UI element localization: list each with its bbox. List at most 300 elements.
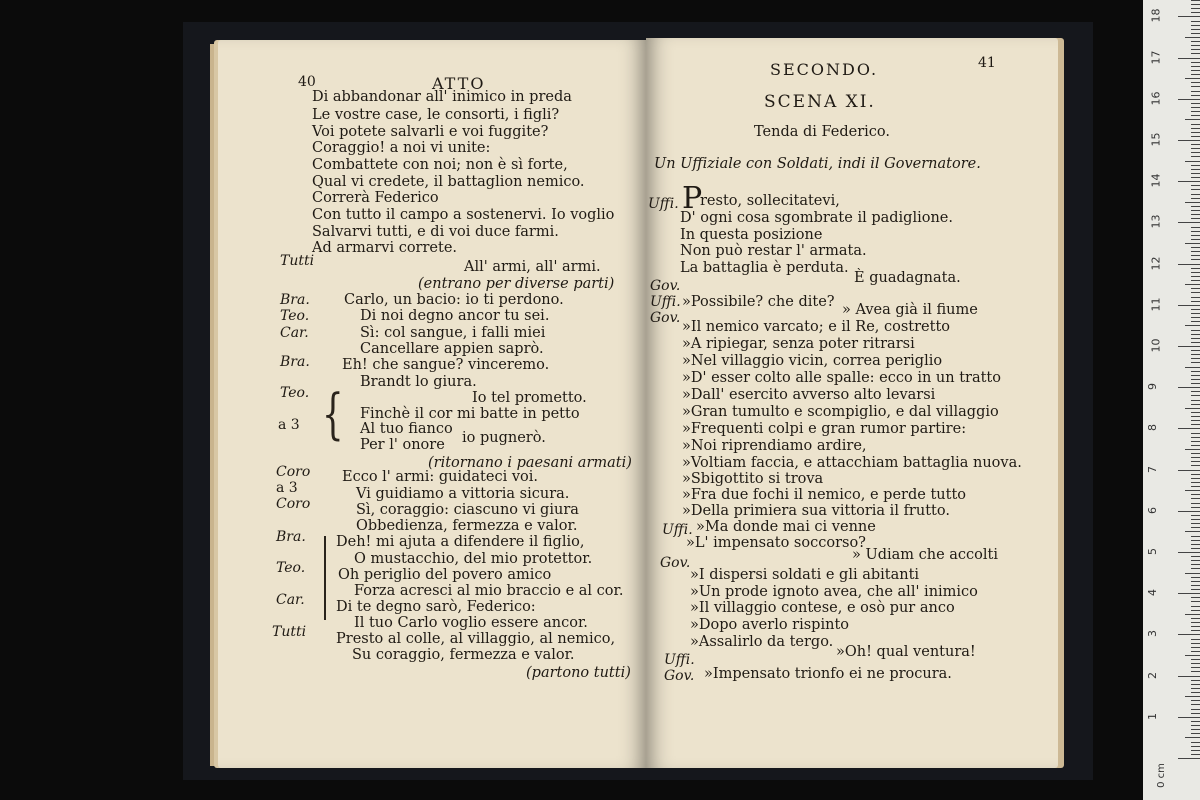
- ruler-tick: [1178, 717, 1200, 718]
- ruler-tick: [1191, 585, 1200, 586]
- text-line: »Gran tumulto e scompiglio, e dal villaggio: [682, 404, 999, 420]
- text-line: Combattete con noi; non è sì forte,: [312, 157, 568, 173]
- text-line: Ad armarvi correte.: [312, 240, 458, 256]
- text-line: »Il nemico varcato; e il Re, costretto: [682, 319, 951, 335]
- ruler-tick: [1178, 222, 1200, 223]
- speaker-label: Coro: [276, 496, 311, 512]
- ruler-tick: [1178, 305, 1200, 306]
- ruler-tick: [1191, 259, 1200, 260]
- ruler-tick: [1185, 243, 1200, 244]
- speaker-label: Gov.: [650, 278, 681, 294]
- ruler-tick: [1191, 601, 1200, 602]
- ruler-tick: [1178, 676, 1200, 677]
- drop-cap: P: [682, 181, 703, 216]
- right-page: [646, 38, 1058, 768]
- ruler-tick: [1185, 696, 1200, 697]
- ruler-tick: [1191, 115, 1200, 116]
- ruler-tick: [1185, 325, 1200, 326]
- ruler-tick: [1178, 511, 1200, 512]
- ruler-tick: [1191, 53, 1200, 54]
- text-line: Di abbandonar all' inimico in preda: [312, 89, 572, 105]
- ruler-tick: [1191, 49, 1200, 50]
- text-line: Carlo, un bacio: io ti perdono.: [344, 292, 564, 308]
- ruler-tick: [1185, 490, 1200, 491]
- ruler-tick: [1191, 515, 1200, 516]
- speaker-label: Coro: [276, 464, 311, 480]
- ruler-tick: [1191, 400, 1200, 401]
- ruler-tick: [1191, 342, 1200, 343]
- ruler-tick: [1178, 16, 1200, 17]
- ruler-tick: [1178, 758, 1200, 759]
- ruler-tick: [1191, 527, 1200, 528]
- text-line: Obbedienza, fermezza e valor.: [356, 518, 578, 534]
- ruler-tick: [1185, 655, 1200, 656]
- left-page: [218, 40, 646, 768]
- ruler-tick: [1191, 280, 1200, 281]
- speaker-label: Car.: [280, 325, 309, 341]
- ruler-tick: [1191, 742, 1200, 743]
- speaker-label: Uffi.: [662, 522, 693, 538]
- ruler-tick: [1191, 317, 1200, 318]
- ruler-tick: [1191, 437, 1200, 438]
- ruler-tick: [1191, 453, 1200, 454]
- ruler-tick: [1191, 647, 1200, 648]
- ruler-tick: [1185, 119, 1200, 120]
- text-line: Le vostre case, le consorti, i figli?: [312, 107, 560, 123]
- ruler-tick: [1191, 12, 1200, 13]
- ruler-tick: [1191, 173, 1200, 174]
- text-line: »A ripiegar, senza poter ritrarsi: [682, 336, 915, 352]
- speaker-label: Tutti: [280, 253, 315, 269]
- ruler-tick: [1191, 218, 1200, 219]
- stage-direction: (partono tutti): [526, 665, 631, 681]
- ruler-tick: [1191, 671, 1200, 672]
- ruler-tick: [1191, 643, 1200, 644]
- ruler-tick: [1191, 433, 1200, 434]
- ruler-tick: [1191, 103, 1200, 104]
- ruler-tick: [1191, 420, 1200, 421]
- ruler-tick: [1191, 268, 1200, 269]
- ruler-tick: [1191, 725, 1200, 726]
- ruler-number: 14: [1149, 173, 1163, 188]
- speaker-label: Gov.: [650, 310, 681, 326]
- ruler-tick: [1191, 321, 1200, 322]
- ruler-tick: [1191, 8, 1200, 9]
- ruler-number: 4: [1146, 589, 1159, 597]
- ruler-tick: [1191, 577, 1200, 578]
- ruler-tick: [1185, 449, 1200, 450]
- ruler-number: 16: [1149, 91, 1163, 106]
- ruler-tick: [1191, 124, 1200, 125]
- ruler-tick: [1191, 564, 1200, 565]
- ruler-number: 1: [1146, 712, 1159, 720]
- ruler-tick: [1191, 746, 1200, 747]
- ruler-tick: [1191, 441, 1200, 442]
- text-line: Di te degno sarò, Federico:: [336, 599, 536, 615]
- ruler-tick: [1191, 568, 1200, 569]
- ruler-tick: [1191, 704, 1200, 705]
- ruler-tick: [1191, 589, 1200, 590]
- ruler-tick: [1191, 144, 1200, 145]
- ruler-tick: [1191, 713, 1200, 714]
- text-line: »Il villaggio contese, e osò pur anco: [690, 600, 955, 616]
- ruler-tick: [1191, 416, 1200, 417]
- ruler-tick: [1191, 379, 1200, 380]
- text-line: resto, sollecitatevi,: [700, 193, 840, 209]
- ruler-tick: [1178, 181, 1200, 182]
- text-line: » Udiam che accolti: [852, 547, 998, 563]
- ruler-tick: [1191, 41, 1200, 42]
- ruler-tick: [1191, 95, 1200, 96]
- ruler-tick: [1191, 272, 1200, 273]
- ruler-tick: [1191, 622, 1200, 623]
- ruler-tick: [1191, 132, 1200, 133]
- ruler-tick: [1185, 531, 1200, 532]
- text-line: » Avea già il fiume: [842, 302, 978, 318]
- text-line: Con tutto il campo a sostenervi. Io voglio: [312, 207, 615, 223]
- page-number: 40: [298, 74, 316, 90]
- text-line: Correrà Federico: [312, 190, 439, 206]
- text-line: È guadagnata.: [854, 270, 961, 286]
- ruler-tick: [1178, 58, 1200, 59]
- ruler-number: 17: [1149, 50, 1163, 65]
- ruler-tick: [1191, 136, 1200, 137]
- text-line: Il tuo Carlo voglio essere ancor.: [354, 615, 588, 631]
- text-line: »Possibile? che dite?: [682, 294, 835, 310]
- scene-setting: Tenda di Federico.: [754, 124, 891, 140]
- ruler-tick: [1191, 33, 1200, 34]
- ruler-tick: [1185, 408, 1200, 409]
- ruler-tick: [1191, 251, 1200, 252]
- ruler-tick: [1191, 214, 1200, 215]
- text-line: Vi guidiamo a vittoria sicura.: [356, 486, 570, 502]
- ruler-tick: [1185, 202, 1200, 203]
- ruler-tick: [1191, 86, 1200, 87]
- ruler-tick: [1178, 140, 1200, 141]
- speaker-label: Uffi.: [650, 294, 681, 310]
- ruler-tick: [1191, 350, 1200, 351]
- ruler-tick: [1191, 111, 1200, 112]
- speaker-label: a 3: [278, 417, 300, 433]
- speaker-label: Bra.: [276, 529, 306, 545]
- text-line: Per l' onore: [360, 437, 445, 453]
- ruler-tick: [1191, 25, 1200, 26]
- ruler-tick: [1191, 169, 1200, 170]
- ruler-tick: [1191, 239, 1200, 240]
- text-line: Ecco l' armi: guidateci voi.: [342, 469, 538, 485]
- brace-glyph: {: [322, 383, 344, 447]
- ruler-tick: [1191, 581, 1200, 582]
- text-line: »Nel villaggio vicin, correa periglio: [682, 353, 943, 369]
- page-header: ATTO: [432, 74, 486, 93]
- text-line: All' armi, all' armi.: [464, 259, 601, 275]
- ruler-tick: [1191, 680, 1200, 681]
- speaker-label: Teo.: [276, 560, 306, 576]
- ruler-tick: [1191, 651, 1200, 652]
- speaker-label: Gov.: [664, 668, 695, 684]
- text-line: »Ma donde mai ci venne: [696, 519, 876, 535]
- ruler-tick: [1191, 330, 1200, 331]
- ruler-tick: [1191, 354, 1200, 355]
- speaker-label: Car.: [276, 592, 305, 608]
- ruler-tick: [1191, 235, 1200, 236]
- text-line: Presto al colle, al villaggio, al nemico,: [336, 631, 616, 647]
- ruler-tick: [1191, 227, 1200, 228]
- ruler-tick: [1191, 194, 1200, 195]
- ruler-tick: [1191, 606, 1200, 607]
- text-line: Io tel prometto.: [472, 390, 587, 406]
- speaker-label: a 3: [276, 480, 298, 496]
- ruler-tick: [1191, 750, 1200, 751]
- text-line: »Impensato trionfo ei ne procura.: [704, 666, 952, 682]
- text-line: »Dopo averlo rispinto: [690, 617, 849, 633]
- ruler-tick: [1191, 338, 1200, 339]
- ruler-tick: [1191, 301, 1200, 302]
- text-line: Salvarvi tutti, e di voi duce farmi.: [312, 224, 559, 240]
- text-line: »Sbigottito si trova: [682, 471, 824, 487]
- ruler-tick: [1191, 375, 1200, 376]
- ruler-tick: [1191, 667, 1200, 668]
- text-line: Eh! che sangue? vinceremo.: [342, 357, 550, 373]
- text-line: Voi potete salvarli e voi fuggite?: [312, 124, 549, 140]
- ruler-tick: [1191, 297, 1200, 298]
- ruler-tick: [1191, 74, 1200, 75]
- speaker-label: Teo.: [280, 385, 310, 401]
- ruler-tick: [1178, 552, 1200, 553]
- ruler-tick: [1191, 165, 1200, 166]
- ruler-tick: [1191, 474, 1200, 475]
- speaker-label: Bra.: [280, 292, 310, 308]
- ruler-tick: [1191, 288, 1200, 289]
- ruler-tick: [1191, 709, 1200, 710]
- ruler-tick: [1191, 692, 1200, 693]
- ruler-tick: [1191, 461, 1200, 462]
- ruler-tick: [1191, 688, 1200, 689]
- ruler-tick: [1191, 362, 1200, 363]
- ruler-number: 10: [1149, 338, 1163, 353]
- stage-direction: (entrano per diverse parti): [418, 276, 615, 292]
- ruler-tick: [1191, 82, 1200, 83]
- ruler-tick: [1191, 498, 1200, 499]
- text-line: »Della primiera sua vittoria il frutto.: [682, 503, 950, 519]
- ruler-tick: [1191, 721, 1200, 722]
- ruler-tick: [1191, 754, 1200, 755]
- ruler-tick: [1191, 700, 1200, 701]
- speaker-label: Uffi.: [664, 652, 695, 668]
- ruler-tick: [1185, 737, 1200, 738]
- text-line: In questa posizione: [680, 227, 823, 243]
- ruler-tick: [1191, 395, 1200, 396]
- text-line: Qual vi credete, il battaglion nemico.: [312, 174, 585, 190]
- text-line: »I dispersi soldati e gli abitanti: [690, 567, 920, 583]
- ruler-tick: [1178, 470, 1200, 471]
- ruler-tick: [1191, 358, 1200, 359]
- ruler-tick: [1178, 428, 1200, 429]
- ruler-tick: [1191, 185, 1200, 186]
- ruler-number: 13: [1149, 214, 1163, 229]
- ruler-tick: [1191, 148, 1200, 149]
- text-line: Sì: col sangue, i falli miei: [360, 325, 546, 341]
- ruler-tick: [1191, 445, 1200, 446]
- ruler-number: 5: [1146, 548, 1159, 555]
- text-line: »Frequenti colpi e gran rumor partire:: [682, 421, 967, 437]
- ruler-tick: [1185, 37, 1200, 38]
- ruler-tick: [1185, 284, 1200, 285]
- ruler-number: 18: [1149, 8, 1163, 23]
- ruler-tick: [1191, 626, 1200, 627]
- ruler-tick: [1191, 21, 1200, 22]
- ruler-tick: [1191, 309, 1200, 310]
- ruler-tick: [1191, 412, 1200, 413]
- page-header: SECONDO.: [770, 60, 879, 79]
- text-line: La battaglia è perduta.: [680, 260, 849, 276]
- text-line: »Voltiam faccia, e attacchiam battaglia nuova.: [682, 455, 1022, 471]
- ruler-tick: [1178, 634, 1200, 635]
- text-line: »Assalirlo da tergo.: [690, 634, 834, 650]
- ruler-number: 15: [1149, 132, 1163, 147]
- ruler-tick: [1185, 367, 1200, 368]
- ruler-tick: [1191, 334, 1200, 335]
- speaker-label: Gov.: [660, 555, 691, 571]
- text-line: »Fra due fochi il nemico, e perde tutto: [682, 487, 966, 503]
- speaker-label: Teo.: [280, 308, 310, 324]
- stage-direction: (ritornano i paesani armati): [428, 455, 632, 471]
- text-line: »Noi riprendiamo ardire,: [682, 438, 867, 454]
- ruler-tick: [1191, 465, 1200, 466]
- ruler-tick: [1191, 189, 1200, 190]
- text-line: »D' esser colto alle spalle: ecco in un tratto: [682, 370, 1001, 386]
- ruler-number: 6: [1146, 506, 1159, 514]
- ruler-tick: [1191, 560, 1200, 561]
- text-line: »Oh! qual ventura!: [836, 644, 976, 660]
- ruler-tick: [1191, 4, 1200, 5]
- ruler-number: 7: [1146, 465, 1159, 473]
- text-line: Oh periglio del povero amico: [338, 567, 552, 583]
- text-line: O mustacchio, del mio protettor.: [354, 551, 593, 567]
- ruler-tick: [1191, 540, 1200, 541]
- text-line: »Dall' esercito avverso alto levarsi: [682, 387, 936, 403]
- ruler-tick: [1191, 198, 1200, 199]
- ruler-tick: [1191, 128, 1200, 129]
- ruler-number: 3: [1146, 630, 1159, 638]
- ruler-tick: [1191, 152, 1200, 153]
- ruler-tick: [1191, 313, 1200, 314]
- ruler-tick: [1191, 177, 1200, 178]
- ruler-tick: [1191, 639, 1200, 640]
- ruler-tick: [1191, 610, 1200, 611]
- text-line: Deh! mi ajuta a difendere il figlio,: [336, 534, 585, 550]
- ruler-tick: [1191, 523, 1200, 524]
- ruler-tick: [1191, 292, 1200, 293]
- ruler-tick: [1191, 391, 1200, 392]
- ruler-number: 9: [1146, 383, 1159, 391]
- ruler-tick: [1191, 536, 1200, 537]
- text-line: Brandt lo giura.: [360, 374, 477, 390]
- ruler-tick: [1191, 663, 1200, 664]
- text-line: Finchè il cor mi batte in petto: [360, 406, 580, 422]
- ruler-tick: [1191, 206, 1200, 207]
- ruler-tick: [1191, 494, 1200, 495]
- speaker-label: Bra.: [280, 354, 310, 370]
- scene-title: SCENA XI.: [764, 92, 876, 112]
- ruler-tick: [1191, 383, 1200, 384]
- ruler-tick: [1191, 544, 1200, 545]
- ruler-tick: [1191, 255, 1200, 256]
- text-line: D' ogni cosa sgombrate il padiglione.: [680, 210, 953, 226]
- characters-line: Un Uffiziale con Soldati, indi il Governatore.: [654, 156, 981, 172]
- ruler-tick: [1178, 346, 1200, 347]
- ruler-tick: [1191, 91, 1200, 92]
- ruler-tick: [1191, 556, 1200, 557]
- ruler-tick: [1191, 371, 1200, 372]
- ruler-tick: [1191, 733, 1200, 734]
- ruler-tick: [1191, 29, 1200, 30]
- ruler-tick: [1191, 659, 1200, 660]
- ruler-tick: [1191, 630, 1200, 631]
- ruler-tick: [1191, 247, 1200, 248]
- ruler-tick: [1191, 684, 1200, 685]
- ruler-number: 11: [1149, 297, 1163, 312]
- ruler-tick: [1191, 486, 1200, 487]
- brace-line: [324, 536, 326, 620]
- ruler-tick: [1185, 573, 1200, 574]
- ruler-tick: [1191, 210, 1200, 211]
- ruler-tick: [1191, 478, 1200, 479]
- speaker-label: Uffi.: [648, 196, 679, 212]
- ruler-number: 8: [1146, 424, 1159, 432]
- speaker-label: Tutti: [272, 624, 307, 640]
- ruler-tick: [1191, 276, 1200, 277]
- ruler-tick: [1185, 78, 1200, 79]
- text-line: Di noi degno ancor tu sei.: [360, 308, 550, 324]
- text-line: Al tuo fianco: [360, 421, 453, 437]
- ruler-tick: [1191, 70, 1200, 71]
- text-line: Forza acresci al mio braccio e al cor.: [354, 583, 624, 599]
- ruler-number: 12: [1149, 256, 1163, 271]
- ruler-tick: [1191, 107, 1200, 108]
- ruler-tick: [1178, 99, 1200, 100]
- ruler-tick: [1191, 729, 1200, 730]
- ruler-tick: [1178, 387, 1200, 388]
- text-line: Su coraggio, fermezza e valor.: [352, 647, 575, 663]
- ruler-tick: [1178, 264, 1200, 265]
- ruler-tick: [1191, 66, 1200, 67]
- text-line: »L' impensato soccorso?: [686, 535, 866, 551]
- text-line: »Un prode ignoto avea, che all' inimico: [690, 584, 978, 600]
- ruler-tick: [1191, 45, 1200, 46]
- ruler-tick: [1191, 231, 1200, 232]
- ruler-tick: [1191, 519, 1200, 520]
- text-line: Coraggio! a noi vi unite:: [312, 140, 491, 156]
- ruler-tick: [1191, 597, 1200, 598]
- measuring-ruler: [1143, 0, 1200, 800]
- ruler-tick: [1191, 482, 1200, 483]
- ruler-tick: [1191, 62, 1200, 63]
- ruler-tick: [1185, 161, 1200, 162]
- page-number: 41: [978, 55, 996, 71]
- text-line: Non può restar l' armata.: [680, 243, 867, 259]
- ruler-unit: 0 cm: [1155, 763, 1167, 788]
- text-line: Sì, coraggio: ciascuno vi giura: [356, 502, 579, 518]
- ruler-tick: [1191, 548, 1200, 549]
- ruler-tick: [1191, 507, 1200, 508]
- ruler-tick: [1191, 424, 1200, 425]
- ruler-number: 2: [1146, 671, 1159, 679]
- ruler-tick: [1191, 156, 1200, 157]
- ruler-tick: [1191, 457, 1200, 458]
- text-line: io pugnerò.: [462, 430, 546, 446]
- ruler-tick: [1191, 404, 1200, 405]
